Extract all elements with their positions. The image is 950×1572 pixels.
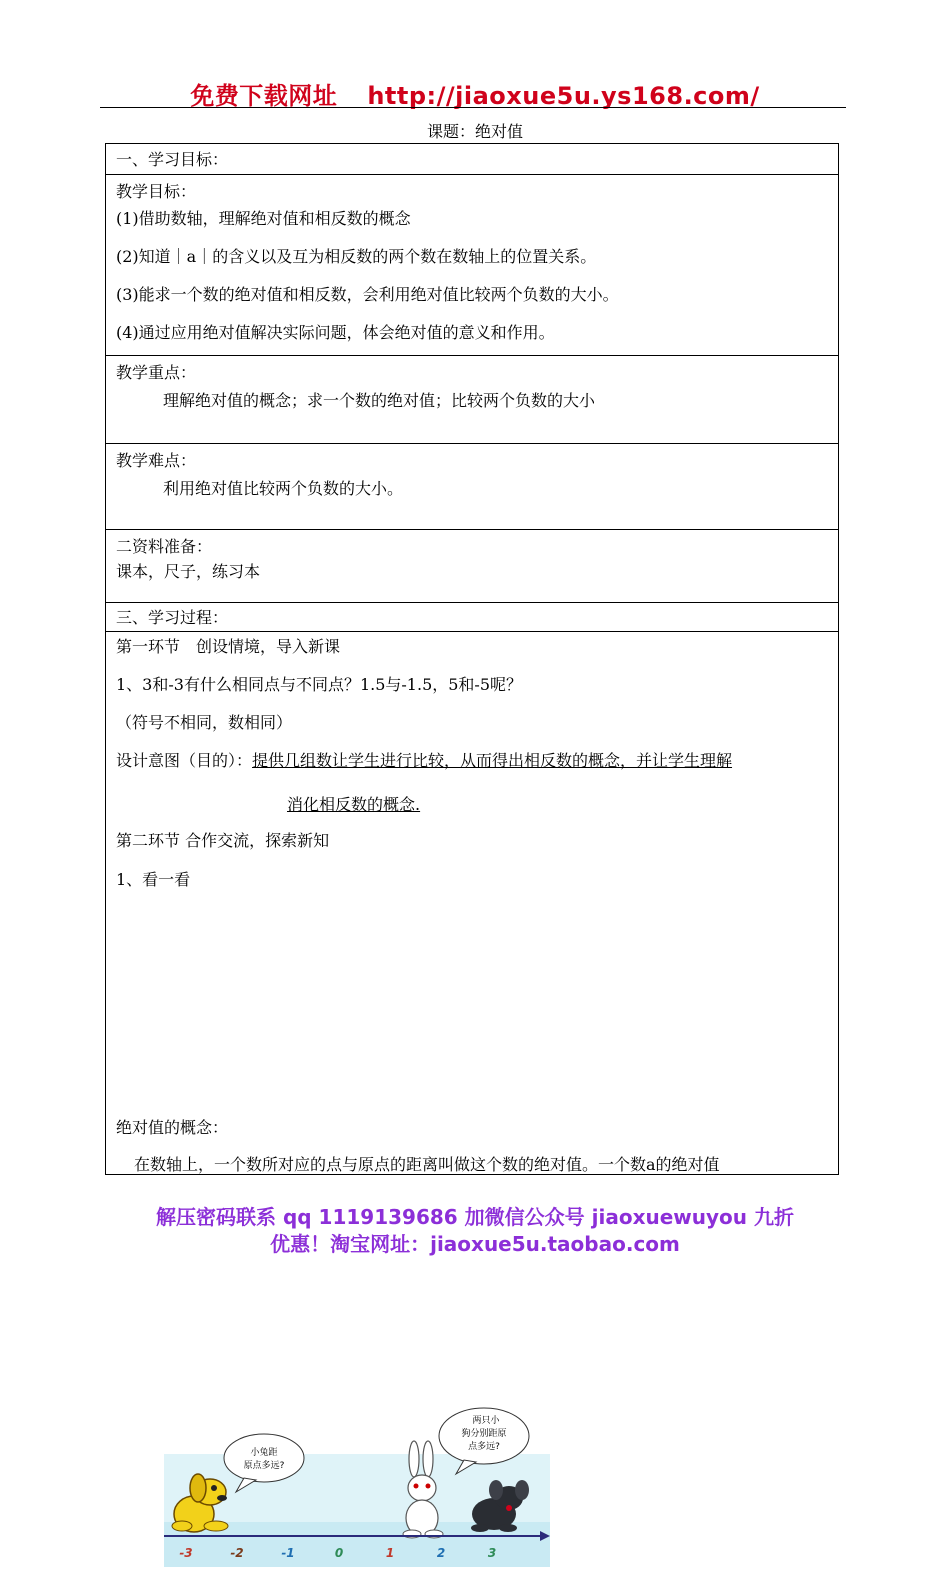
number-line-illustration bbox=[164, 1402, 554, 1572]
footer-line-1: 解压密码联系 qq 1119139686 加微信公众号 jiaoxuewuyou 九折 bbox=[156, 1205, 794, 1229]
process-heading: 三、学习过程： bbox=[116, 608, 229, 627]
key-title: 教学重点： bbox=[116, 363, 197, 382]
step2-title: 第二环节 合作交流，探索新知 bbox=[116, 831, 330, 850]
lesson-title: 课题：绝对值 bbox=[426, 122, 523, 141]
difficulty-row bbox=[106, 443, 838, 529]
section-heading: 一、学习目标： bbox=[116, 150, 229, 169]
tick-label: -1 bbox=[281, 1546, 295, 1560]
key-points-row bbox=[106, 355, 838, 443]
section-goals-heading-row bbox=[106, 144, 838, 174]
header-url-link[interactable]: http://jiaoxue5u.ys168.com/ bbox=[367, 82, 760, 110]
design-text-continued: 消化相反数的概念. bbox=[287, 795, 421, 814]
key-text: 理解绝对值的概念；求一个数的绝对值；比较两个负数的大小 bbox=[163, 391, 596, 410]
step1-title: 第一环节 创设情境，导入新课 bbox=[116, 637, 341, 656]
header-label: 免费下载网址 bbox=[190, 82, 338, 110]
bubble-left-line: 原点多远? bbox=[243, 1461, 285, 1471]
look-title: 1、看一看 bbox=[116, 870, 191, 889]
concept-title: 绝对值的概念： bbox=[116, 1118, 229, 1137]
difficulty-title: 教学难点： bbox=[116, 451, 197, 470]
difficulty-text: 利用绝对值比较两个负数的大小。 bbox=[163, 479, 404, 498]
design-text: 提供几组数让学生进行比较，从而得出相反数的概念，并让学生理解 bbox=[252, 751, 733, 770]
footer-line-2: 优惠！淘宝网址：jiaoxue5u.taobao.com bbox=[270, 1232, 680, 1256]
tick-label: 3 bbox=[487, 1546, 497, 1560]
tick-label: 0 bbox=[334, 1546, 344, 1560]
download-header bbox=[0, 76, 950, 111]
tick-label: -3 bbox=[179, 1546, 193, 1560]
bubble-right-line: 狗分别距原 bbox=[461, 1429, 507, 1439]
goal-item: (1)借助数轴，理解绝对值和相反数的概念 bbox=[116, 209, 411, 228]
bubble-right-line: 两只小 bbox=[472, 1416, 500, 1426]
concept-text: 在数轴上，一个数所对应的点与原点的距离叫做这个数的绝对值。一个数a的绝对值 bbox=[134, 1155, 720, 1174]
materials-heading: 二资料准备： bbox=[116, 537, 213, 556]
design-label: 设计意图（目的）： bbox=[116, 751, 253, 770]
tick-label: 2 bbox=[436, 1546, 446, 1560]
bubble-right-line: 点多远? bbox=[468, 1442, 500, 1452]
design-intent bbox=[116, 751, 732, 771]
question-text: 1、3和-3有什么相同点与不同点？1.5与-1.5，5和-5呢？ bbox=[116, 675, 523, 694]
tick-label: 1 bbox=[385, 1546, 395, 1560]
header-divider bbox=[100, 107, 846, 108]
answer-text: （符号不相同，数相同） bbox=[116, 713, 293, 732]
goal-item: (2)知道｜a｜的含义以及互为相反数的两个数在数轴上的位置关系。 bbox=[116, 247, 597, 266]
goal-item: (4)通过应用绝对值解决实际问题，体会绝对值的意义和作用。 bbox=[116, 323, 555, 342]
teaching-goals-row bbox=[106, 174, 838, 355]
materials-row bbox=[106, 529, 838, 602]
materials-text: 课本，尺子，练习本 bbox=[116, 562, 261, 581]
goal-item: (3)能求一个数的绝对值和相反数，会利用绝对值比较两个负数的大小。 bbox=[116, 285, 619, 304]
goals-title: 教学目标： bbox=[116, 182, 197, 201]
process-heading-row bbox=[106, 602, 838, 631]
tick-label: -2 bbox=[230, 1546, 244, 1560]
bubble-left-line: 小兔距 bbox=[250, 1448, 278, 1458]
